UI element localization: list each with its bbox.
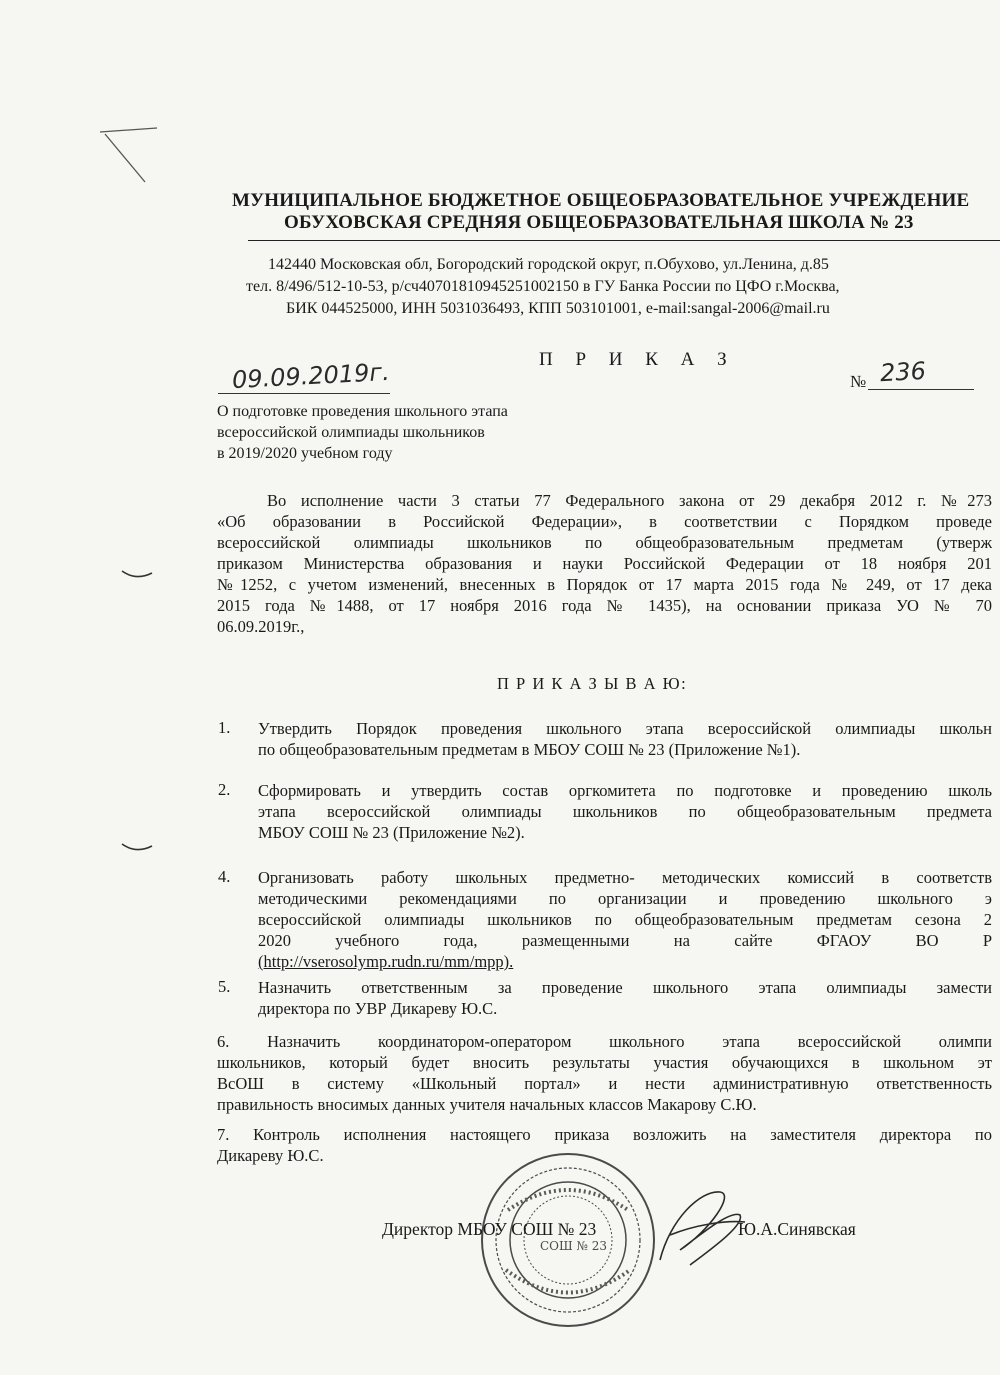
item-line: МБОУ СОШ № 23 (Приложение №2). [258, 823, 525, 842]
item-line: всероссийской олимпиады школьников по общеобразовательным предметам сезона 2 [258, 910, 992, 929]
item-line: Сформировать и утвердить состав оргкомитета по подготовке и проведению школь [258, 781, 992, 800]
order-title: П Р И К А З [539, 349, 736, 370]
item-line: Утвердить Порядок проведения школьного этапа всероссийской олимпиады школьн [258, 719, 992, 738]
date-underline [218, 393, 390, 394]
item-2 [258, 780, 992, 843]
signature-name: Ю.А.Синявская [738, 1219, 856, 1239]
item-line-url: (http://vserosolymp.rudn.ru/mm/mpp). [258, 952, 514, 971]
item-line: ВсОШ в систему «Школьный портал» и нести административную ответственность [217, 1074, 992, 1093]
org-name-line1: МУНИЦИПАЛЬНОЕ БЮДЖЕТНОЕ ОБЩЕОБРАЗОВАТЕЛЬНОЕ УЧРЕЖДЕНИЕ [232, 190, 970, 211]
item-number: 2. [218, 780, 231, 799]
preamble-line: 2015 года №1488, от 17 ноября 2016 года № 1435), на основании приказа УО № 70 [217, 596, 992, 615]
header-divider [248, 240, 1000, 241]
item-line: Дикареву Ю.С. [217, 1146, 324, 1165]
order-number-prefix: № [850, 372, 867, 391]
stamp-center-text: СОШ № 23 [540, 1239, 607, 1253]
subject-line: всероссийской олимпиады школьников [217, 424, 485, 441]
order-date-handwritten: 09.09.2019г. [231, 357, 391, 395]
hole-punch-mark-bottom [118, 838, 158, 858]
item-line: 6. Назначить координатором-оператором школьного этапа всероссийской олимпи [217, 1032, 992, 1051]
handwritten-signature [640, 1180, 750, 1275]
item-line: 7. Контроль исполнения настоящего приказа возложить на заместителя директора по [217, 1125, 992, 1144]
preamble-line: приказом Министерства образования и науки Российской Федерации от 18 ноября 201 [217, 554, 992, 573]
item-line: Организовать работу школьных предметно- методических комиссий в соответств [258, 868, 992, 887]
subject-line: О подготовке проведения школьного этапа [217, 403, 508, 420]
org-name-line2: ОБУХОВСКАЯ СРЕДНЯЯ ОБЩЕОБРАЗОВАТЕЛЬНАЯ ШКОЛА № 23 [284, 212, 914, 233]
preamble-line: 06.09.2019г., [217, 617, 305, 636]
subject-line: в 2019/2020 учебном году [217, 445, 393, 462]
item-line: правильность вносимых данных учителя начальных классов Макарову С.Ю. [217, 1095, 757, 1114]
item-line: школьников, который будет вносить результаты участия обучающихся в школьном эт [217, 1053, 992, 1072]
order-subject [217, 401, 508, 464]
item-number: 1. [218, 718, 231, 737]
item-line: Назначить ответственным за проведение школьного этапа олимпиады замести [258, 978, 992, 997]
item-4 [258, 867, 992, 972]
signature-position: Директор МБОУ СОШ № 23 [382, 1219, 597, 1239]
item-6 [217, 1031, 992, 1115]
preamble-line: всероссийской олимпиады школьников по общеобразовательным предметам (утверж [217, 533, 992, 552]
margin-pen-mark [95, 120, 165, 190]
item-line: 2020 учебного года, размещенными на сайте ФГАОУ ВО Р [258, 931, 992, 950]
official-stamp [478, 1150, 658, 1330]
item-5 [258, 977, 992, 1019]
item-number: 4. [218, 867, 231, 886]
item-line: директора по УВР Дикареву Ю.С. [258, 999, 498, 1018]
item-1 [258, 718, 992, 760]
item-line: по общеобразовательным предметам в МБОУ СОШ № 23 (Приложение №1). [258, 740, 801, 759]
order-number-handwritten: 236 [879, 356, 927, 388]
preamble [217, 490, 992, 637]
item-number: 5. [218, 977, 231, 996]
preamble-line: №1252, с учетом изменений, внесенных в Порядок от 17 марта 2015 года № 249, от 17 дека [217, 575, 992, 594]
preamble-line: «Об образовании в Российской Федерации», в соответствии с Порядком проведе [217, 512, 992, 531]
hole-punch-mark-top [118, 565, 158, 585]
item-line: этапа всероссийской олимпиады школьников по общеобразовательным предмета [258, 802, 992, 821]
address-line2: тел. 8/496/512-10-53, р/сч40701810945251002150 в ГУ Банка России по ЦФО г.Москва, [246, 278, 840, 295]
item-line: методическими рекомендациями по организации и проведению школьного э [258, 889, 992, 908]
number-underline [868, 389, 974, 390]
decree-word: П Р И К А З Ы В А Ю: [497, 674, 688, 693]
address-line1: 142440 Московская обл, Богородский городской округ, п.Обухово, ул.Ленина, д.85 [268, 256, 829, 273]
preamble-line: Во исполнение части 3 статьи 77 Федерального закона от 29 декабря 2012 г. №273 [267, 491, 992, 510]
address-line3: БИК 044525000, ИНН 5031036493, КПП 503101001, e-mail:sangal-2006@mail.ru [286, 300, 830, 317]
